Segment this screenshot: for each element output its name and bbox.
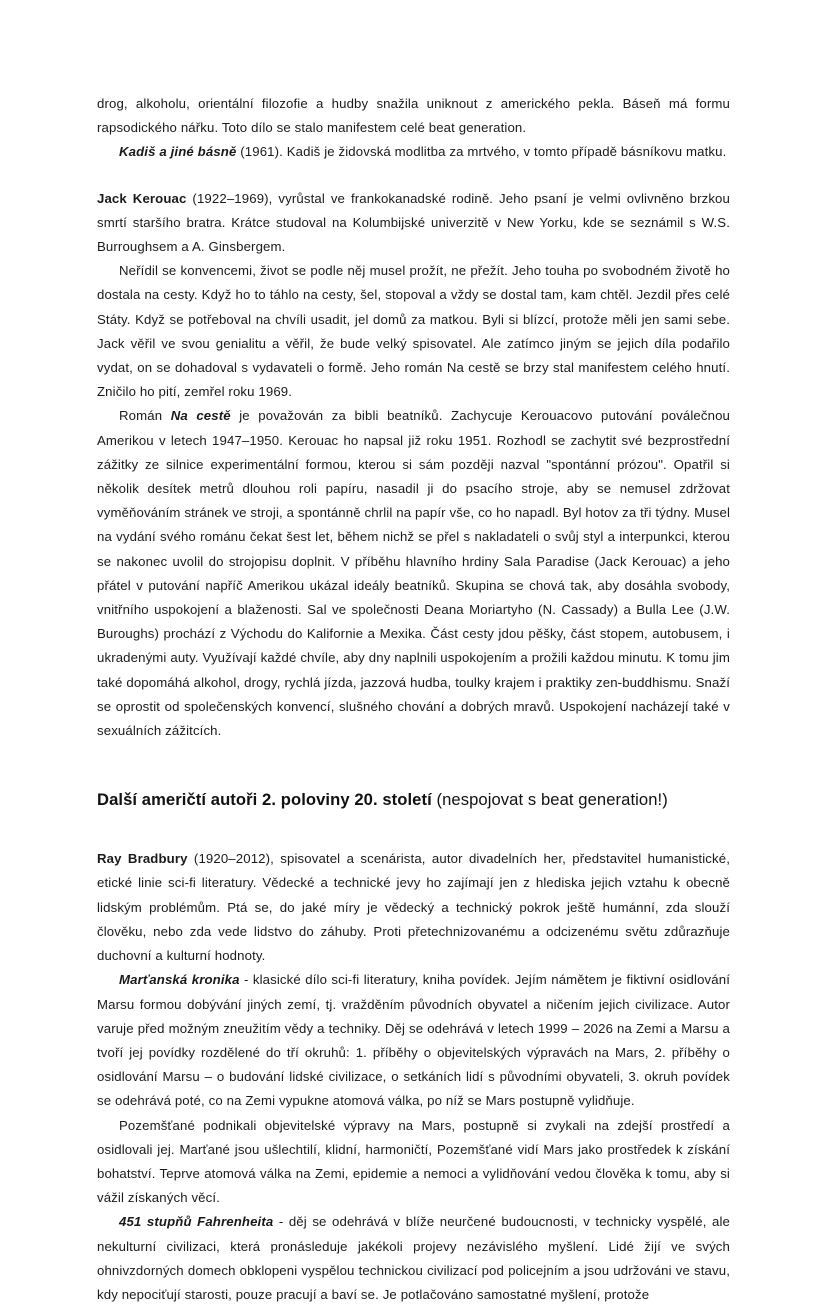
book-title-na-ceste: Na cestě: [170, 408, 231, 424]
book-title-451-stupnu-fahrenheita: 451 stupňů Fahrenheita: [119, 1214, 274, 1230]
section-heading-note: (nespojovat s beat generation!): [431, 790, 668, 810]
text-run: (1920–2012), spisovatel a scenárista, autor divadelních her, představitel humanistické, etické linie sci-fi literatury. Vědecké a technické jevy ho zajímají jen z hlediska jejich vztahu k obecně lidským problémům. Ptá se, do jaké míry je vědecký a technický pokrok ještě humánní, zda slouží člověku, nebo zda vede lidstvo do záhuby. Proti přetechnizovanému a odcizenému světu zdůrazňuje duchovní a kulturní hodnoty.: [97, 851, 730, 964]
text-run: (1961). Kadiš je židovská modlitba za mrtvého, v tomto případě básníkovu matku.: [236, 144, 727, 160]
book-title-kadis: Kadiš a jiné básně: [119, 144, 237, 160]
spacer: [97, 743, 730, 787]
text-run: Neřídil se konvencemi, život se podle něj musel prožít, ne přežít. Jeho touha po svobodném životě ho dostala na cesty. Když ho to táhlo na cesty, šel, stopoval a vždy se dostal tam, kam chtěl. Jezdil přes celé Státy. Když se potřeboval na chvíli usadit, jel domů za matkou. Byli si blízcí, protože měli jen sami sebe. Jack věřil ve svou genialitu a věřil, že bude velký spisovatel. Ale zatímco jiným se jejich díla podařilo vydat, on se dohadoval s vydavateli o formě. Jeho román Na cestě se brzy stal manifestem celého hnutí. Zničilo ho pití, zemřel roku 1969.: [97, 263, 730, 400]
text-run: - děj se odehrává v blíže neurčené budoucnosti, v technicky vyspělé, ale nekulturní civilizaci, která pronásleduje jakékoli projevy nezávislého myšlení. Lidé žijí ve svých ohnivzdorných domech obklopeni vyspělou technickou civilizací pod policejním a jsou udržováni ve stavu, kdy nepociťují starosti, pouze pracují a baví se. Je potlačováno samostatné myšlení, protože: [97, 1214, 730, 1302]
section-heading-main: Další američtí autoři 2. poloviny 20. století: [97, 790, 432, 810]
spacer: [97, 165, 730, 187]
text-run: drog, alkoholu, orientální filozofie a hudby snažila uniknout z amerického pekla. Báseň má formu rapsodického nářku. Toto dílo se stalo manifestem celé beat generation.: [97, 96, 730, 136]
document-text-body: [97, 92, 730, 1307]
paragraph-kerouac-life: [97, 259, 730, 404]
paragraph-howl-continued: [97, 92, 730, 140]
text-run: (1922–1969), vyrůstal ve frankokanadské rodině. Jeho psaní je velmi ovlivněno brzkou smrtí staršího bratra. Krátce studoval na Kolumbijské univerzitě v New Yorku, kde se seznámil s W.S. Burroughsem a A. Ginsbergem.: [97, 190, 730, 255]
paragraph-kerouac-intro: [97, 187, 730, 260]
text-run: - klasické dílo sci-fi literatury, kniha povídek. Jejím námětem je fiktivní osidlování Marsu formou dobývání jiných zemí, tj. vražděním původních obyvatel a ničením jejich civilizace. Autor varuje před možným zneužitím vědy a techniky. Děj se odehrává v letech 1999 – 2026 na Zemi a Marsu a tvoří jej povídky rozdělené do tří okruhů: 1. příběhy o objevitelských výpravách na Mars, 2. příběhy o osidlování Marsu – o budování lidské civilizace, o setkáních lidí s původními obyvateli, 3. okruh povídek se odehrává poté, co na Zemi vypukne atomová válka, po níž se Mars postupně vylidňuje.: [97, 972, 730, 1109]
paragraph-kadis: [97, 140, 730, 164]
text-run: Pozemšťané podnikali objevitelské výpravy na Mars, postupně si zvykali na zdejší prostředí a osidlovali jej. Marťané jsou ušlechtilí, klidní, harmoničtí, Pozemšťané vidí Mars jako prostředek k získání bohatství. Teprve atomová válka na Zemi, epidemie a nemoci a vylidňování vedou člověka k tomu, aby si vážil získaných věcí.: [97, 1117, 730, 1206]
paragraph-451-stupnu-fahrenheita: [97, 1210, 730, 1307]
author-name-bradbury: Ray Bradbury: [97, 851, 188, 867]
spacer: [97, 813, 730, 847]
author-name-kerouac: Jack Kerouac: [97, 190, 187, 206]
text-run: Román: [119, 408, 171, 424]
paragraph-martanska-kronika: [97, 968, 730, 1113]
paragraph-na-ceste: [97, 404, 730, 743]
book-title-martanska-kronika: Marťanská kronika: [119, 972, 240, 988]
text-run: je považován za bibli beatníků. Zachycuje Kerouacovo putování poválečnou Amerikou v letech 1947–1950. Kerouac ho napsal již roku 1951. Rozhodl se zachytit své bezprostřední zážitky ze silnice experimentální formou, kterou si sám později nazval "spontánní prózou". Opatřil si několik desítek metrů dlouhou roli papíru, nasadil ji do psacího stroje, aby se nemusel zdržovat vyměňováním stránek ve stroji, a spontánně chrlil na papír vše, co ho napadl. Byl hotov za tři týdny. Musel na vydání svého románu čekat šest let, během nichž se přel s nakladateli o svůj styl a interpunkci, kterou se nakonec uvolil do strojopisu doplnit. V příběhu hlavního hrdiny Sala Paradise (Jack Kerouac) a jeho přátel v putování napříč Amerikou ukázal ideály beatníků. Skupina se chová tak, aby dosáhla svobody, vnitřního uspokojení a blaženosti. Sal ve společnosti Deana Moriartyho (N. Cassady) a Bulla Lee (J.W. Buroughs) prochází z Východu do Kalifornie a Mexika. Část cesty jdou pěšky, část stopem, autobusem, i ukradenými auty. Využívají každé chvíle, aby dny naplnili uspokojením a prožili každou minutu. K tomu jim také dopomáhá alkohol, drogy, rychlá jízda, jazzová hudba, toulky krajem i praktiky zen-buddhismu. Snaží se oprostit od společenských konvencí, slušného chování a dobrých mravů. Uspokojení nacházejí také v sexuálních zážitcích.: [97, 408, 731, 739]
section-heading-dalsi-americti-autori: [97, 787, 730, 813]
paragraph-pozemstane: [97, 1114, 730, 1211]
paragraph-bradbury-intro: [97, 847, 730, 968]
